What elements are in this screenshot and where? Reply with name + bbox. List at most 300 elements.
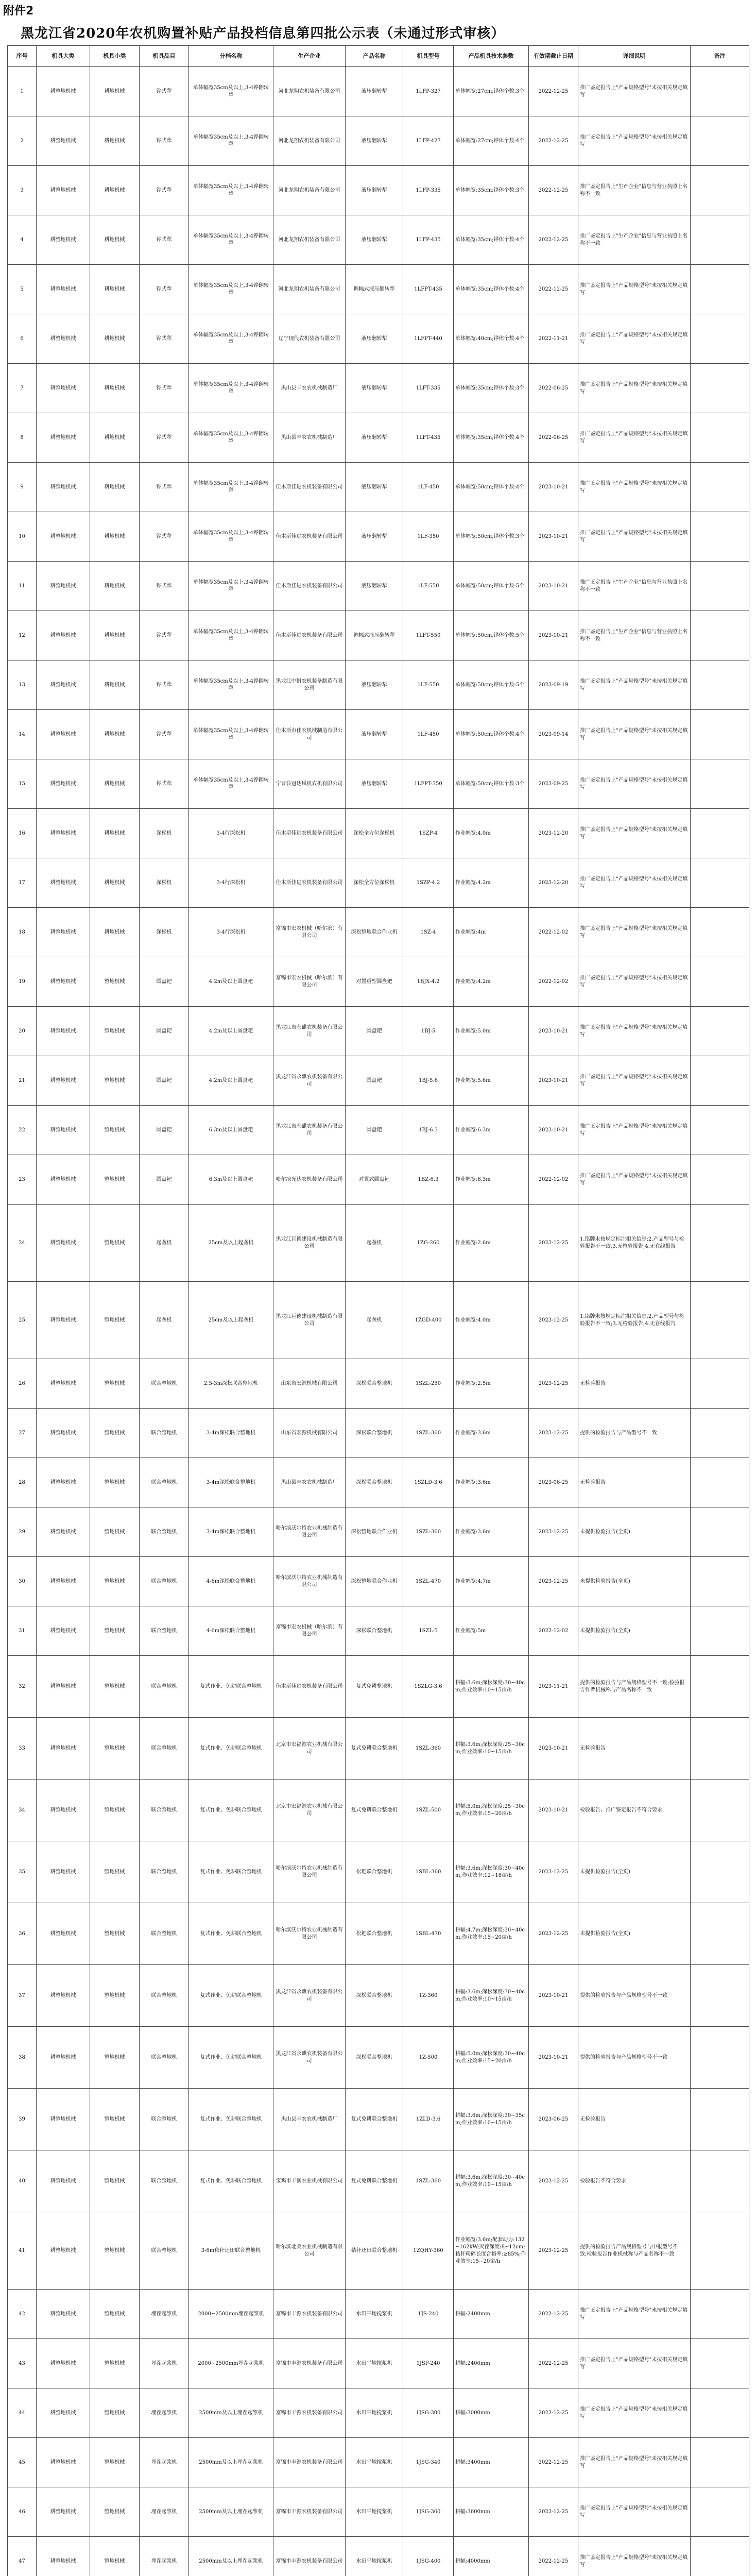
cell-item: 埋茬起浆机 bbox=[140, 2290, 189, 2339]
cell-category: 耕整地机械 bbox=[37, 1656, 90, 1718]
cell-detail: 提供的检验报告与产品规格型号不一致;检验报告作者机械称与产品名称不一致 bbox=[578, 1656, 691, 1718]
cell-grade: 3-4行深松机 bbox=[189, 858, 273, 908]
cell-detail: 推广鉴定报告上"产品规格型号"未按相关规定填写 bbox=[578, 2339, 691, 2388]
cell-product: 液压翻转犁 bbox=[346, 660, 403, 710]
cell-expiry: 2022-12-25 bbox=[529, 215, 578, 265]
cell-category: 耕整地机械 bbox=[37, 67, 90, 116]
cell-params: 耕幅:3.6m;深松深度:30~40cm;作业效率:12~18亩/h bbox=[454, 1841, 529, 1903]
cell-grade: 2500mm及以上埋茬起浆机 bbox=[189, 2388, 273, 2438]
cell-subcategory: 整地机械 bbox=[90, 1359, 140, 1409]
cell-no: 15 bbox=[8, 759, 37, 809]
cell-maker: 富锦市丰源农机装备有限公司 bbox=[273, 2537, 346, 2576]
table-row bbox=[8, 957, 749, 1007]
cell-detail: 无检验报告 bbox=[578, 1718, 691, 1780]
cell-remark bbox=[691, 710, 749, 759]
cell-detail: 推广鉴定报告上"生产企业"信息与营业执照上名称不一致 bbox=[578, 562, 691, 611]
cell-product: 深松联合整地机 bbox=[346, 1458, 403, 1507]
cell-model: 1BZ-6.3 bbox=[403, 1155, 454, 1205]
cell-remark bbox=[691, 759, 749, 809]
col-header-maker: 生产企业 bbox=[273, 46, 346, 67]
cell-grade: 单体幅宽35cm及以上,3-4铧翻转犁 bbox=[189, 660, 273, 710]
cell-grade: 4-6m深松联合整地机 bbox=[189, 1606, 273, 1656]
table-row bbox=[8, 1007, 749, 1056]
cell-product: 液压翻转犁 bbox=[346, 116, 403, 166]
attachment-label: 附件2 bbox=[3, 5, 34, 18]
cell-expiry: 2022-12-25 bbox=[529, 166, 578, 215]
cell-category: 耕整地机械 bbox=[37, 1007, 90, 1056]
cell-no: 19 bbox=[8, 957, 37, 1007]
cell-expiry: 2023-12-20 bbox=[529, 858, 578, 908]
cell-params: 耕幅:3.6m;深松深度:30~40cm;作业效率:10~15亩/h bbox=[454, 2150, 529, 2212]
cell-remark bbox=[691, 1903, 749, 1965]
cell-subcategory: 整地机械 bbox=[90, 1205, 140, 1282]
cell-category: 耕整地机械 bbox=[37, 611, 90, 660]
cell-subcategory: 整地机械 bbox=[90, 1106, 140, 1155]
table-row bbox=[8, 1965, 749, 2027]
cell-maker: 佳木斯市佳农机械制造有限公司 bbox=[273, 710, 346, 759]
cell-subcategory: 整地机械 bbox=[90, 1282, 140, 1359]
cell-no: 39 bbox=[8, 2089, 37, 2150]
cell-remark bbox=[691, 1056, 749, 1106]
cell-params: 单体幅宽:50cm;铧体个数:4个 bbox=[454, 710, 529, 759]
cell-maker: 富锦市丰源农机装备有限公司 bbox=[273, 2290, 346, 2339]
cell-params: 单体幅宽:50cm;铧体个数:4个 bbox=[454, 463, 529, 512]
cell-no: 21 bbox=[8, 1056, 37, 1106]
cell-model: 1SZL-360 bbox=[403, 2150, 454, 2212]
cell-product: 液压翻转犁 bbox=[346, 413, 403, 463]
cell-subcategory: 整地机械 bbox=[90, 1007, 140, 1056]
cell-remark bbox=[691, 166, 749, 215]
cell-remark bbox=[691, 611, 749, 660]
cell-maker: 哈尔滨沃尔特农业机械制造有限公司 bbox=[273, 1557, 346, 1606]
cell-remark bbox=[691, 413, 749, 463]
cell-category: 耕整地机械 bbox=[37, 1557, 90, 1606]
cell-expiry: 2023-10-21 bbox=[529, 463, 578, 512]
cell-subcategory: 整地机械 bbox=[90, 1409, 140, 1458]
cell-maker: 河北龙翔农机装备有限公司 bbox=[273, 166, 346, 215]
cell-remark bbox=[691, 2438, 749, 2487]
cell-expiry: 2022-12-02 bbox=[529, 1155, 578, 1205]
col-header-expiry: 有效期截止日期 bbox=[529, 46, 578, 67]
cell-detail: 推广鉴定报告上"产品规格型号"未按相关规定填写 bbox=[578, 809, 691, 858]
cell-detail: 检验报告、推广鉴定报告不符合要求 bbox=[578, 1780, 691, 1841]
cell-grade: 复式作业、免耕联合整地机 bbox=[189, 1780, 273, 1841]
cell-grade: 单体幅宽35cm及以上,3-4铧翻转犁 bbox=[189, 215, 273, 265]
cell-subcategory: 耕地机械 bbox=[90, 364, 140, 413]
cell-grade: 单体幅宽35cm及以上,3-4铧翻转犁 bbox=[189, 463, 273, 512]
cell-maker: 哈尔滨沃尔特农业机械制造有限公司 bbox=[273, 1507, 346, 1557]
cell-product: 复式免耕联合整地机 bbox=[346, 1780, 403, 1841]
cell-no: 10 bbox=[8, 512, 37, 562]
cell-subcategory: 耕地机械 bbox=[90, 413, 140, 463]
cell-maker: 黑龙江巨德建设机械制造有限公司 bbox=[273, 1282, 346, 1359]
cell-params: 耕幅:3.6m;深松深度:30~35cm;作业效率:10~15亩/h bbox=[454, 2089, 529, 2150]
cell-no: 37 bbox=[8, 1965, 37, 2027]
table-row bbox=[8, 611, 749, 660]
cell-item: 联合整地机 bbox=[140, 1606, 189, 1656]
cell-model: 1LF-550 bbox=[403, 562, 454, 611]
cell-item: 铧式犁 bbox=[140, 166, 189, 215]
table-row bbox=[8, 413, 749, 463]
cell-subcategory: 整地机械 bbox=[90, 1903, 140, 1965]
cell-maker: 富锦市宏农机械（哈尔滨）有限公司 bbox=[273, 1606, 346, 1656]
cell-category: 耕整地机械 bbox=[37, 1903, 90, 1965]
cell-params: 作业幅宽:2.5m bbox=[454, 1359, 529, 1409]
cell-product: 液压翻转犁 bbox=[346, 759, 403, 809]
cell-item: 铧式犁 bbox=[140, 67, 189, 116]
cell-params: 耕幅:3000mm bbox=[454, 2388, 529, 2438]
cell-subcategory: 整地机械 bbox=[90, 2150, 140, 2212]
cell-category: 耕整地机械 bbox=[37, 166, 90, 215]
cell-params: 单体幅宽:50cm;铧体个数:5个 bbox=[454, 562, 529, 611]
cell-no: 9 bbox=[8, 463, 37, 512]
cell-grade: 单体幅宽35cm及以上,3-4铧翻转犁 bbox=[189, 166, 273, 215]
cell-grade: 单体幅宽35cm及以上,3-4铧翻转犁 bbox=[189, 562, 273, 611]
cell-no: 18 bbox=[8, 908, 37, 957]
cell-expiry: 2022-12-25 bbox=[529, 2388, 578, 2438]
cell-remark bbox=[691, 314, 749, 364]
table-row bbox=[8, 1359, 749, 1409]
col-header-model: 机具型号 bbox=[403, 46, 454, 67]
cell-maker: 黑龙江省永麒农机装备有限公司 bbox=[273, 2027, 346, 2089]
table-row bbox=[8, 1780, 749, 1841]
cell-model: 1SZLD-3.6 bbox=[403, 1458, 454, 1507]
cell-model: 1LFP-427 bbox=[403, 116, 454, 166]
cell-category: 耕整地机械 bbox=[37, 1106, 90, 1155]
cell-subcategory: 耕地机械 bbox=[90, 858, 140, 908]
cell-grade: 3-4m深松联合整地机 bbox=[189, 1409, 273, 1458]
cell-params: 单体幅宽:50cm;铧体个数:5个 bbox=[454, 611, 529, 660]
cell-item: 铧式犁 bbox=[140, 314, 189, 364]
cell-item: 联合整地机 bbox=[140, 1458, 189, 1507]
col-header-detail: 详细说明 bbox=[578, 46, 691, 67]
cell-no: 8 bbox=[8, 413, 37, 463]
cell-detail: 无检验报告 bbox=[578, 1359, 691, 1409]
page-title: 黑龙江省2020年农机购置补贴产品投档信息第四批公示表（未通过形式审核） bbox=[21, 26, 505, 41]
cell-category: 耕整地机械 bbox=[37, 1409, 90, 1458]
cell-product: 深松整地联合作业机 bbox=[346, 1557, 403, 1606]
cell-remark bbox=[691, 1557, 749, 1606]
table-row bbox=[8, 710, 749, 759]
table-row bbox=[8, 2290, 749, 2339]
cell-maker: 北京市宏福源农业机械有限公司 bbox=[273, 1718, 346, 1780]
cell-remark bbox=[691, 858, 749, 908]
table-row bbox=[8, 2339, 749, 2388]
cell-product: 液压翻转犁 bbox=[346, 512, 403, 562]
cell-product: 液压翻转犁 bbox=[346, 215, 403, 265]
cell-params: 作业幅宽:2.6m bbox=[454, 1205, 529, 1282]
cell-params: 单体幅宽:50cm;铧体个数:3个 bbox=[454, 759, 529, 809]
col-header-item: 机具品目 bbox=[140, 46, 189, 67]
cell-product: 液压翻转犁 bbox=[346, 364, 403, 413]
cell-grade: 2500mm及以上埋茬起浆机 bbox=[189, 2537, 273, 2576]
cell-remark bbox=[691, 2027, 749, 2089]
cell-no: 44 bbox=[8, 2388, 37, 2438]
cell-grade: 25cm及以上起垄机 bbox=[189, 1205, 273, 1282]
cell-model: 1SZLG-3.6 bbox=[403, 1656, 454, 1718]
cell-remark bbox=[691, 1606, 749, 1656]
cell-no: 20 bbox=[8, 1007, 37, 1056]
cell-model: 1ZG-260 bbox=[403, 1205, 454, 1282]
cell-grade: 4-6m深松联合整地机 bbox=[189, 1557, 273, 1606]
cell-params: 单体幅宽:50cm;铧体个数:5个 bbox=[454, 660, 529, 710]
cell-params: 耕幅:4000mm bbox=[454, 2537, 529, 2576]
cell-subcategory: 整地机械 bbox=[90, 1155, 140, 1205]
cell-no: 29 bbox=[8, 1507, 37, 1557]
cell-no: 22 bbox=[8, 1106, 37, 1155]
cell-remark bbox=[691, 2339, 749, 2388]
cell-item: 起垄机 bbox=[140, 1205, 189, 1282]
cell-maker: 富锦市丰源农机装备有限公司 bbox=[273, 2339, 346, 2388]
cell-model: 1ZQHY-360 bbox=[403, 2212, 454, 2290]
cell-category: 耕整地机械 bbox=[37, 1458, 90, 1507]
cell-model: 1BJ-5 bbox=[403, 1007, 454, 1056]
table-row bbox=[8, 858, 749, 908]
table-row bbox=[8, 1656, 749, 1718]
cell-product: 调幅式液压翻转犁 bbox=[346, 265, 403, 314]
cell-grade: 单体幅宽35cm及以上,3-4铧翻转犁 bbox=[189, 265, 273, 314]
cell-item: 埋茬起浆机 bbox=[140, 2537, 189, 2576]
cell-params: 耕幅:5.0m;深松深度:25~30cm;作业效率:15~20亩/h bbox=[454, 1780, 529, 1841]
cell-category: 耕整地机械 bbox=[37, 1965, 90, 2027]
cell-model: 1SZL-250 bbox=[403, 1359, 454, 1409]
cell-expiry: 2022-06-25 bbox=[529, 364, 578, 413]
cell-detail: 推广鉴定报告上"产品规格型号"未按相关规定填写 bbox=[578, 2537, 691, 2576]
table-row bbox=[8, 1903, 749, 1965]
cell-expiry: 2023-12-25 bbox=[529, 1557, 578, 1606]
cell-item: 圆盘耙 bbox=[140, 1155, 189, 1205]
col-header-grade: 分档名称 bbox=[189, 46, 273, 67]
cell-params: 作业幅宽:4.2m bbox=[454, 858, 529, 908]
cell-expiry: 2022-12-25 bbox=[529, 67, 578, 116]
table-row bbox=[8, 1557, 749, 1606]
cell-product: 深松联合整地机 bbox=[346, 1359, 403, 1409]
cell-category: 耕整地机械 bbox=[37, 2150, 90, 2212]
cell-maker: 黑龙江中帆农机装备制造有限公司 bbox=[273, 660, 346, 710]
cell-expiry: 2022-12-25 bbox=[529, 2537, 578, 2576]
cell-detail: 推广鉴定报告上"产品规格型号"未按相关规定填写 bbox=[578, 2438, 691, 2487]
cell-model: 1Z-500 bbox=[403, 2027, 454, 2089]
table-row bbox=[8, 364, 749, 413]
table-row bbox=[8, 265, 749, 314]
table-row bbox=[8, 1718, 749, 1780]
cell-remark bbox=[691, 1780, 749, 1841]
cell-maker: 佳木斯佳进农机装备有限公司 bbox=[273, 858, 346, 908]
cell-params: 单体幅宽:27cm;铧体个数:3个 bbox=[454, 67, 529, 116]
cell-subcategory: 整地机械 bbox=[90, 2339, 140, 2388]
cell-model: 1SZL-360 bbox=[403, 1718, 454, 1780]
cell-detail: 提供的检验报告与产品规格型号不一致 bbox=[578, 2027, 691, 2089]
cell-grade: 单体幅宽35cm及以上,3-4铧翻转犁 bbox=[189, 364, 273, 413]
cell-subcategory: 耕地机械 bbox=[90, 710, 140, 759]
cell-grade: 25cm及以上起垄机 bbox=[189, 1282, 273, 1359]
cell-model: 1LFP-335 bbox=[403, 166, 454, 215]
cell-detail: 提供的检验报告与产品型号不一致 bbox=[578, 1409, 691, 1458]
cell-maker: 宁晋县冠达风机农机有限公司 bbox=[273, 759, 346, 809]
cell-detail: 推广鉴定报告上"产品规格型号"未按相关规定填写 bbox=[578, 314, 691, 364]
cell-remark bbox=[691, 1507, 749, 1557]
cell-detail: 提供的检验报告产品规格型号与申报型号不一致;检验报告作业机械称与产品名称不一致 bbox=[578, 2212, 691, 2290]
table-header-row bbox=[8, 46, 749, 67]
cell-category: 耕整地机械 bbox=[37, 116, 90, 166]
cell-grade: 单体幅宽35cm及以上,3-4铧翻转犁 bbox=[189, 759, 273, 809]
cell-product: 液压翻转犁 bbox=[346, 710, 403, 759]
cell-no: 4 bbox=[8, 215, 37, 265]
cell-expiry: 2023-09-25 bbox=[529, 759, 578, 809]
cell-no: 36 bbox=[8, 1903, 37, 1965]
cell-params: 作业幅宽:4.7m bbox=[454, 1557, 529, 1606]
cell-model: 1LFT-550 bbox=[403, 611, 454, 660]
col-header-remark: 备注 bbox=[691, 46, 749, 67]
cell-no: 7 bbox=[8, 364, 37, 413]
cell-detail: 推广鉴定报告上"产品规格型号"未按相关规定填写 bbox=[578, 1007, 691, 1056]
cell-item: 铧式犁 bbox=[140, 562, 189, 611]
cell-grade: 3-6m秸秆还田联合整地机 bbox=[189, 2212, 273, 2290]
cell-remark bbox=[691, 809, 749, 858]
cell-item: 联合整地机 bbox=[140, 2212, 189, 2290]
cell-params: 单体幅宽:35cm;铧体个数:3个 bbox=[454, 166, 529, 215]
cell-category: 耕整地机械 bbox=[37, 1359, 90, 1409]
cell-detail: 未提供检验报告(全页) bbox=[578, 1557, 691, 1606]
cell-detail: 未提供检验报告(全页) bbox=[578, 1507, 691, 1557]
cell-model: 1JSG-360 bbox=[403, 2487, 454, 2537]
cell-params: 作业幅宽:4.0m bbox=[454, 1282, 529, 1359]
cell-no: 13 bbox=[8, 660, 37, 710]
cell-subcategory: 整地机械 bbox=[90, 1780, 140, 1841]
cell-remark bbox=[691, 908, 749, 957]
cell-category: 耕整地机械 bbox=[37, 1841, 90, 1903]
cell-subcategory: 耕地机械 bbox=[90, 759, 140, 809]
table-row bbox=[8, 2388, 749, 2438]
cell-remark bbox=[691, 364, 749, 413]
cell-grade: 4.2m及以上圆盘耙 bbox=[189, 1007, 273, 1056]
cell-params: 单体幅宽:35cm;铧体个数:3个 bbox=[454, 364, 529, 413]
cell-model: 1SZP-4 bbox=[403, 809, 454, 858]
cell-params: 作业幅宽:3.6m bbox=[454, 1409, 529, 1458]
cell-maker: 富锦市丰源农机装备有限公司 bbox=[273, 2487, 346, 2537]
cell-product: 水田平地搅浆机 bbox=[346, 2339, 403, 2388]
cell-category: 耕整地机械 bbox=[37, 2290, 90, 2339]
cell-remark bbox=[691, 116, 749, 166]
cell-maker: 哈尔滨沃尔特农业机械制造有限公司 bbox=[273, 1841, 346, 1903]
cell-product: 液压翻转犁 bbox=[346, 562, 403, 611]
cell-subcategory: 整地机械 bbox=[90, 2487, 140, 2537]
cell-no: 25 bbox=[8, 1282, 37, 1359]
cell-category: 耕整地机械 bbox=[37, 858, 90, 908]
cell-params: 耕幅:2400mm bbox=[454, 2290, 529, 2339]
cell-model: 1LF-550 bbox=[403, 660, 454, 710]
cell-product: 深松整地联合作业机 bbox=[346, 1507, 403, 1557]
table-row bbox=[8, 314, 749, 364]
cell-category: 耕整地机械 bbox=[37, 2212, 90, 2290]
cell-product: 深松全方位深松机 bbox=[346, 858, 403, 908]
cell-detail: 检验报告不符合要求 bbox=[578, 2150, 691, 2212]
cell-maker: 佳木斯佳进农机装备有限公司 bbox=[273, 562, 346, 611]
cell-grade: 单体幅宽35cm及以上,3-4铧翻转犁 bbox=[189, 611, 273, 660]
cell-params: 单体幅宽:35cm;铧体个数:4个 bbox=[454, 265, 529, 314]
cell-maker: 富锦市宏农机械（哈尔滨）有限公司 bbox=[273, 957, 346, 1007]
table-row bbox=[8, 1606, 749, 1656]
cell-product: 深松联合整地机 bbox=[346, 1965, 403, 2027]
cell-no: 30 bbox=[8, 1557, 37, 1606]
cell-subcategory: 整地机械 bbox=[90, 2388, 140, 2438]
cell-grade: 复式作业、免耕联合整地机 bbox=[189, 2150, 273, 2212]
cell-maker: 北京市宏福源农业机械有限公司 bbox=[273, 1780, 346, 1841]
cell-remark bbox=[691, 2212, 749, 2290]
cell-grade: 单体幅宽35cm及以上,3-4铧翻转犁 bbox=[189, 710, 273, 759]
cell-params: 耕幅:3.6m;深松深度:25~30cm;作业效率:10~15亩/h bbox=[454, 1718, 529, 1780]
cell-item: 联合整地机 bbox=[140, 1718, 189, 1780]
cell-category: 耕整地机械 bbox=[37, 2438, 90, 2487]
cell-subcategory: 整地机械 bbox=[90, 2438, 140, 2487]
cell-expiry: 2022-12-25 bbox=[529, 2290, 578, 2339]
cell-detail: 无检验报告 bbox=[578, 1458, 691, 1507]
cell-subcategory: 耕地机械 bbox=[90, 562, 140, 611]
cell-expiry: 2023-10-21 bbox=[529, 1965, 578, 2027]
cell-subcategory: 耕地机械 bbox=[90, 116, 140, 166]
cell-expiry: 2023-12-25 bbox=[529, 2212, 578, 2290]
cell-no: 43 bbox=[8, 2339, 37, 2388]
cell-params: 作业幅宽:5m bbox=[454, 1606, 529, 1656]
cell-item: 埋茬起浆机 bbox=[140, 2388, 189, 2438]
cell-model: 1JSG-300 bbox=[403, 2388, 454, 2438]
cell-grade: 3-4行深松机 bbox=[189, 809, 273, 858]
cell-no: 12 bbox=[8, 611, 37, 660]
cell-category: 耕整地机械 bbox=[37, 1507, 90, 1557]
cell-subcategory: 耕地机械 bbox=[90, 512, 140, 562]
cell-model: 1JSG-400 bbox=[403, 2537, 454, 2576]
cell-model: 1LFT-335 bbox=[403, 364, 454, 413]
cell-grade: 单体幅宽35cm及以上,3-4铧翻转犁 bbox=[189, 512, 273, 562]
cell-category: 耕整地机械 bbox=[37, 2027, 90, 2089]
cell-subcategory: 整地机械 bbox=[90, 2089, 140, 2150]
cell-grade: 2500mm及以上埋茬起浆机 bbox=[189, 2438, 273, 2487]
cell-maker: 佳木斯佳进农机装备有限公司 bbox=[273, 463, 346, 512]
cell-product: 圆盘耙 bbox=[346, 1007, 403, 1056]
cell-subcategory: 整地机械 bbox=[90, 1507, 140, 1557]
cell-category: 耕整地机械 bbox=[37, 413, 90, 463]
cell-category: 耕整地机械 bbox=[37, 1155, 90, 1205]
cell-grade: 4.2m及以上圆盘耙 bbox=[189, 1056, 273, 1106]
cell-category: 耕整地机械 bbox=[37, 1718, 90, 1780]
cell-subcategory: 整地机械 bbox=[90, 1718, 140, 1780]
cell-maker: 佳木斯佳进农机装备有限公司 bbox=[273, 809, 346, 858]
cell-item: 联合整地机 bbox=[140, 1359, 189, 1409]
cell-item: 铧式犁 bbox=[140, 215, 189, 265]
cell-expiry: 2023-10-21 bbox=[529, 2027, 578, 2089]
cell-params: 作业幅宽:4m bbox=[454, 908, 529, 957]
cell-no: 27 bbox=[8, 1409, 37, 1458]
cell-category: 耕整地机械 bbox=[37, 2339, 90, 2388]
cell-product: 圆盘耙 bbox=[346, 1056, 403, 1106]
cell-no: 35 bbox=[8, 1841, 37, 1903]
cell-maker: 佳木斯佳进农机装备有限公司 bbox=[273, 512, 346, 562]
cell-category: 耕整地机械 bbox=[37, 463, 90, 512]
cell-no: 14 bbox=[8, 710, 37, 759]
cell-remark bbox=[691, 1155, 749, 1205]
cell-product: 松耙联合整地机 bbox=[346, 1903, 403, 1965]
cell-detail: 推广鉴定报告上"产品规格型号"未按相关规定填写 bbox=[578, 1155, 691, 1205]
cell-model: 1ZGD-400 bbox=[403, 1282, 454, 1359]
cell-grade: 单体幅宽35cm及以上,3-4铧翻转犁 bbox=[189, 116, 273, 166]
table-row bbox=[8, 562, 749, 611]
cell-maker: 宝鸡市丰润农业机械有限公司 bbox=[273, 2150, 346, 2212]
cell-item: 联合整地机 bbox=[140, 2089, 189, 2150]
cell-detail: 推广鉴定报告上"产品规格型号"未按相关规定填写 bbox=[578, 1056, 691, 1106]
cell-subcategory: 整地机械 bbox=[90, 957, 140, 1007]
cell-item: 埋茬起浆机 bbox=[140, 2438, 189, 2487]
cell-detail: 未提供检验报告(全页) bbox=[578, 1606, 691, 1656]
